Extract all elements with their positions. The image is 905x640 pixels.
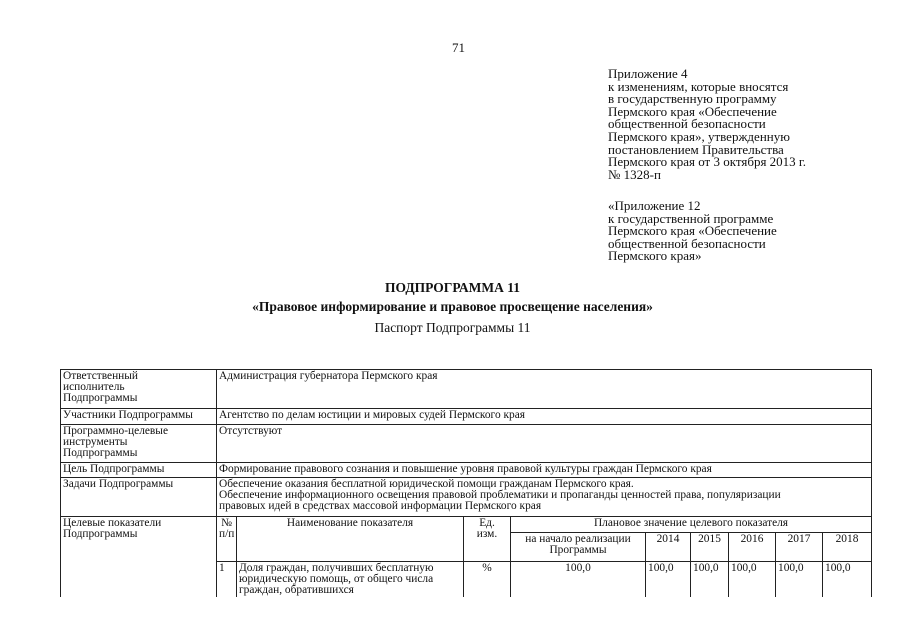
indicators-label [60,516,216,597]
label-line: Подпрограммы [63,392,138,404]
appendix-line: № 1328-п [608,166,661,182]
col-header-year: 2016 [728,532,775,561]
label-line: исполнитель [63,381,125,393]
passport-title: Паспорт Подпрограммы 11 [374,320,531,335]
name-line: юридическую помощь, от общего числа [239,573,434,585]
col-header-year: 2015 [690,532,728,561]
header-line: на начало реализации [525,533,631,545]
passport-table [60,369,872,597]
col-header-name [236,516,463,561]
appendix-line: общественной безопасности [608,235,766,251]
appendix-line: Приложение 4 [608,66,688,81]
label-line: Программно-целевые [63,425,169,437]
row-label [60,462,216,477]
row-label [60,477,216,516]
indicator-unit: % [463,561,510,597]
row-label [60,424,216,462]
appendix-12-note [608,200,777,263]
subprogram-heading: ПОДПРОГРАММА 11 [384,280,520,295]
row-value [216,462,872,477]
row-value [216,369,872,408]
row-label [60,408,216,424]
page-number: 71 [452,40,465,55]
col-header-start [510,532,645,561]
header-line: № [221,517,232,529]
header-line: Программы [549,544,607,556]
row-value [216,424,872,462]
appendix-line: в государственную программу [608,91,777,107]
value-line: Обеспечение оказания бесплатной юридической помощи гражданам Пермского края. [219,478,634,490]
label-line: Задачи Подпрограммы [63,478,174,490]
header-line: Плановое значение целевого показателя [593,517,789,529]
label-line: Ответственный [63,370,139,382]
subprogram-name: «Правовое информирование и правовое просвещение населения» [252,299,653,314]
col-header-unit [463,516,510,561]
header-line: Ед. [479,517,495,529]
label-line: Участники Подпрограммы [63,409,193,421]
col-header-year: 2014 [645,532,690,561]
value-line: Формирование правового сознания и повышение уровня правовой культуры граждан Пермского края [219,463,712,475]
appendix-line: общественной безопасности [608,116,766,132]
indicator-value-2014: 100,0 [645,561,690,597]
label-line: Целевые показатели [63,517,162,529]
col-header-year: 2017 [775,532,822,561]
appendix-line: Пермского края «Обеспечение [608,223,777,239]
appendix-line: к государственной программе [608,210,774,226]
appendix-line: Пермского края от 3 октября 2013 г. [608,154,807,170]
header-line: Наименование показателя [286,517,414,529]
header-line: изм. [476,528,498,540]
indicator-value-2018: 100,0 [822,561,872,597]
indicator-num: 1 [216,561,236,597]
indicator-name [236,561,463,597]
appendix-line: постановлением Правительства [608,141,784,157]
label-line: Подпрограммы [63,528,138,540]
appendix-line: «Приложение 12 [608,198,701,213]
label-line: инструменты [63,436,128,448]
value-line: Обеспечение информационного освещения правовой проблематики и пропаганды ценностей права, популяризации [219,489,781,501]
col-header-plan [510,516,872,532]
indicator-value-2015: 100,0 [690,561,728,597]
indicator-start-value: 100,0 [510,561,645,597]
indicator-value-2016: 100,0 [728,561,775,597]
row-label [60,369,216,408]
label-line: Цель Подпрограммы [63,463,165,475]
name-line: граждан, обратившихся [239,584,354,596]
row-value [216,477,872,516]
col-header-year: 2018 [822,532,872,561]
value-line: Администрация губернатора Пермского края [219,370,438,382]
row-value [216,408,872,424]
name-line: Доля граждан, получивших бесплатную [239,562,434,574]
appendix-line: Пермского края», утвержденную [608,128,790,144]
appendix-line: Пермского края» [608,248,702,264]
value-line: правовых идей в средствах массовой информации Пермского края [219,500,542,512]
indicator-value-2017: 100,0 [775,561,822,597]
appendix-line: Пермского края «Обеспечение [608,103,777,119]
appendix-4-note [608,68,806,181]
header-line: п/п [219,528,235,540]
value-line: Отсутствуют [219,425,283,437]
col-header-num [216,516,236,561]
value-line: Агентство по делам юстиции и мировых судей Пермского края [219,409,526,421]
appendix-line: к изменениям, которые вносятся [608,78,789,94]
label-line: Подпрограммы [63,447,138,459]
